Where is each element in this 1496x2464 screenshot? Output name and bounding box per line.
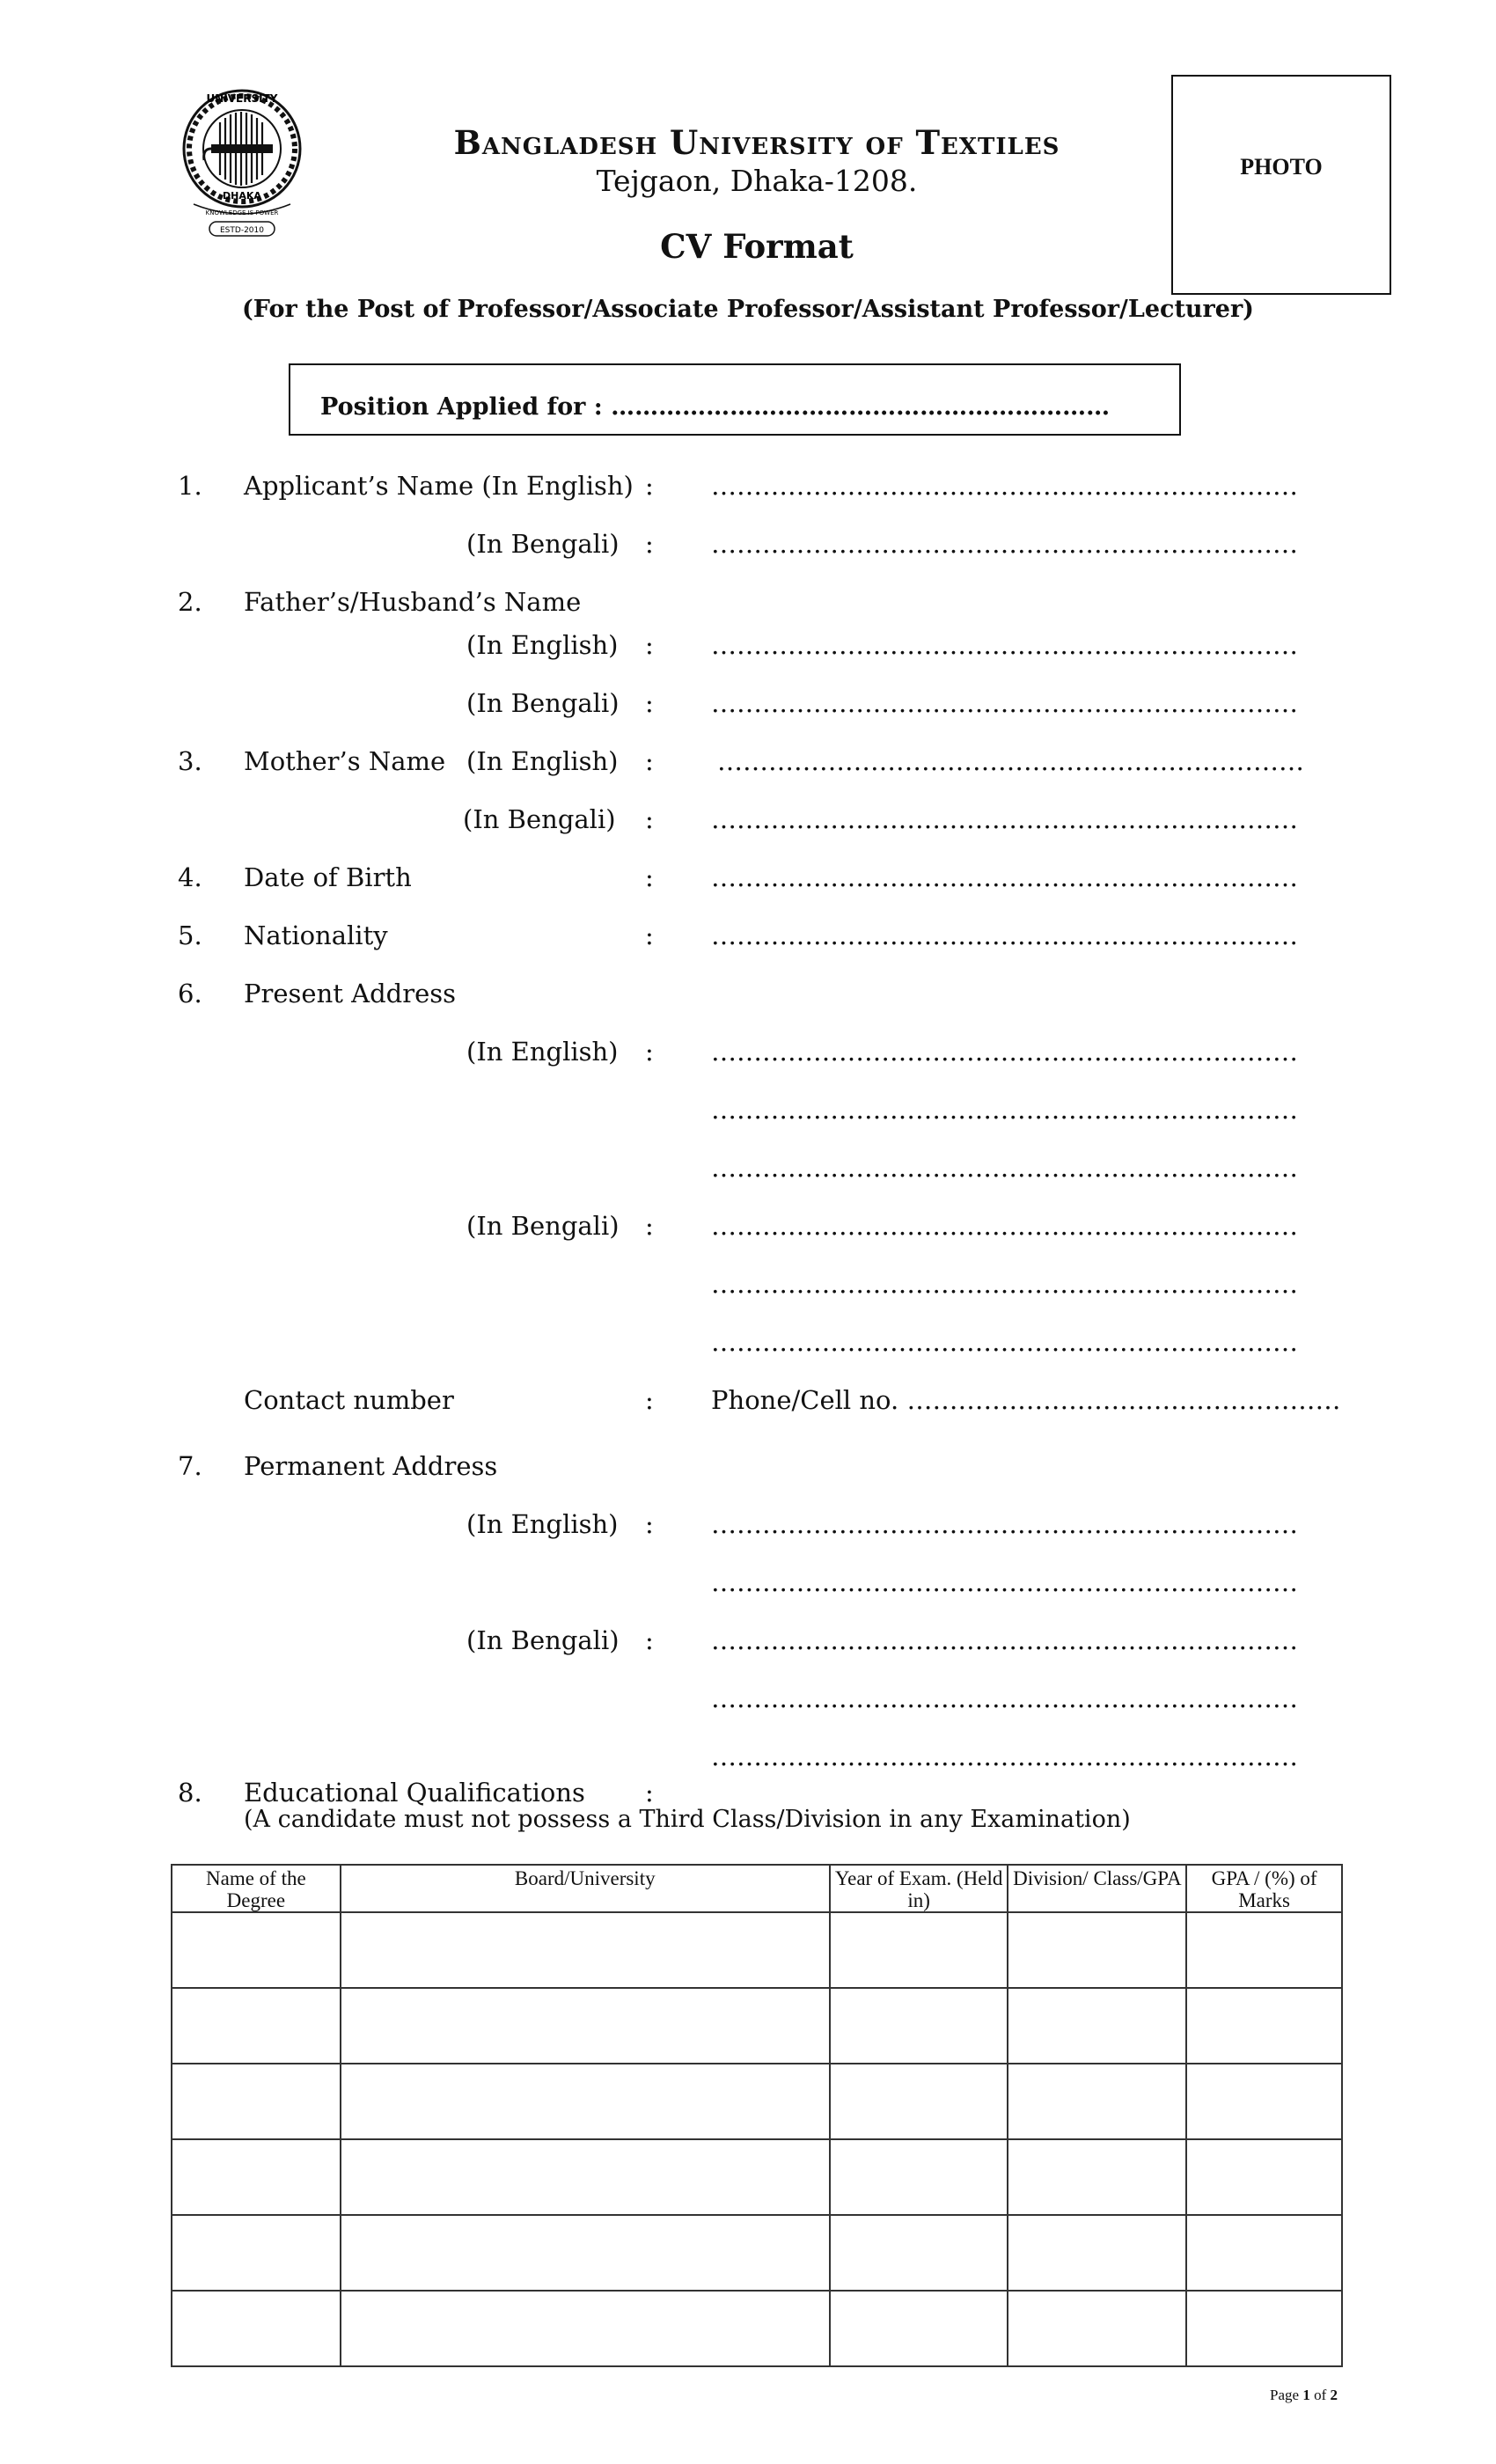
field-colon: : bbox=[645, 746, 654, 776]
field-number: 2. bbox=[178, 587, 202, 617]
table-cell[interactable] bbox=[830, 1912, 1008, 1988]
field-label: Present Address bbox=[244, 979, 456, 1008]
field-sublabel: (In Bengali) bbox=[466, 1625, 620, 1655]
column-header-gpa-marks: GPA / (%) of Marks bbox=[1186, 1865, 1342, 1912]
table-cell[interactable] bbox=[341, 2291, 830, 2366]
field-label: Nationality bbox=[244, 920, 388, 950]
field-sublabel: (In English) bbox=[466, 1509, 619, 1539]
table-cell[interactable] bbox=[341, 1988, 830, 2064]
page-of: of bbox=[1314, 2387, 1327, 2403]
table-cell[interactable] bbox=[1008, 2215, 1186, 2291]
logo-estd: ESTD-2010 bbox=[220, 226, 264, 235]
field-number: 1. bbox=[178, 471, 202, 501]
table-cell[interactable] bbox=[1186, 2291, 1342, 2366]
fill-line[interactable]: …………………………………………………………… bbox=[711, 1153, 1298, 1183]
fill-line[interactable]: …………………………………………………………… bbox=[711, 1037, 1298, 1067]
fill-line[interactable]: …………………………………………………………… bbox=[711, 529, 1298, 559]
field-present-address-bengali-line3[interactable] bbox=[0, 1327, 1496, 1362]
field-number: 6. bbox=[178, 979, 202, 1008]
field-permanent-address-bengali-line2[interactable] bbox=[0, 1683, 1496, 1719]
field-label: Father’s/Husband’s Name bbox=[244, 587, 582, 617]
field-label: Permanent Address bbox=[244, 1451, 498, 1481]
photo-label: PHOTO bbox=[1240, 154, 1323, 180]
field-applicant-name-english[interactable] bbox=[0, 471, 1496, 506]
field-nationality[interactable] bbox=[0, 920, 1496, 956]
field-applicant-name-bengali[interactable] bbox=[0, 529, 1496, 564]
field-colon: : bbox=[645, 471, 654, 501]
table-cell[interactable] bbox=[830, 2139, 1008, 2215]
table-cell[interactable] bbox=[341, 2215, 830, 2291]
table-cell[interactable] bbox=[172, 2215, 341, 2291]
table-cell[interactable] bbox=[341, 1912, 830, 1988]
table-cell[interactable] bbox=[1186, 2064, 1342, 2139]
university-logo bbox=[176, 83, 308, 241]
column-header-degree: Name of the Degree bbox=[172, 1865, 341, 1912]
field-permanent-address-heading bbox=[0, 1451, 1496, 1486]
fill-line[interactable]: …………………………………………………………… bbox=[711, 862, 1298, 892]
fill-line[interactable]: …………………………………………………………… bbox=[711, 1625, 1298, 1655]
table-cell[interactable] bbox=[1008, 1912, 1186, 1988]
table-header-row bbox=[172, 1865, 1342, 1912]
field-label: Educational Qualifications bbox=[244, 1778, 585, 1808]
table-cell[interactable] bbox=[1186, 1912, 1342, 1988]
fill-line[interactable]: …………………………………………………………… bbox=[711, 1211, 1298, 1241]
field-permanent-address-english[interactable] bbox=[0, 1509, 1496, 1544]
field-colon: : bbox=[645, 920, 654, 950]
field-sublabel: (In Bengali) bbox=[466, 529, 620, 559]
field-present-address-english-line3[interactable] bbox=[0, 1153, 1496, 1188]
field-date-of-birth[interactable] bbox=[0, 862, 1496, 898]
field-present-address-english[interactable] bbox=[0, 1037, 1496, 1072]
field-colon: : bbox=[645, 1037, 654, 1067]
field-father-name-bengali[interactable] bbox=[0, 688, 1496, 723]
field-colon: : bbox=[645, 862, 654, 892]
fill-line[interactable]: …………………………………………………………… bbox=[711, 1683, 1298, 1713]
qualification-note: (A candidate must not possess a Third Class/Division in any Examination) bbox=[244, 1806, 1131, 1833]
field-number: 5. bbox=[178, 920, 202, 950]
field-mother-name-english[interactable] bbox=[0, 746, 1496, 781]
fill-line[interactable]: Phone/Cell no. …………………………………………… bbox=[711, 1385, 1341, 1415]
fill-line[interactable]: …………………………………………………………… bbox=[711, 1742, 1298, 1771]
post-description: (For the Post of Professor/Associate Professor/Assistant Professor/Lecturer) bbox=[242, 296, 1254, 323]
photo-box[interactable] bbox=[1171, 75, 1391, 295]
field-colon: : bbox=[645, 630, 654, 660]
fill-line[interactable]: …………………………………………………………… bbox=[711, 1269, 1298, 1299]
table-row bbox=[172, 1988, 1342, 2064]
form-title: CV Format bbox=[660, 227, 854, 266]
table-cell[interactable] bbox=[172, 1988, 341, 2064]
column-header-year-of-exam: Year of Exam. (Held in) bbox=[830, 1865, 1008, 1912]
position-applied-box[interactable] bbox=[289, 363, 1181, 436]
table-cell[interactable] bbox=[830, 2215, 1008, 2291]
page-number bbox=[1232, 2387, 1338, 2404]
logo-text-top: UNIVERSITY bbox=[206, 92, 278, 105]
fill-line[interactable]: …………………………………………………………… bbox=[711, 1567, 1298, 1597]
table-row bbox=[172, 2064, 1342, 2139]
field-colon: : bbox=[645, 1625, 654, 1655]
table-cell[interactable] bbox=[172, 2291, 341, 2366]
field-permanent-address-bengali-line3[interactable] bbox=[0, 1742, 1496, 1777]
table-cell[interactable] bbox=[1186, 2215, 1342, 2291]
field-label: Mother’s Name bbox=[244, 746, 446, 776]
table-cell[interactable] bbox=[1008, 2291, 1186, 2366]
field-label: Applicant’s Name (In English) bbox=[244, 471, 634, 501]
field-present-address-heading bbox=[0, 979, 1496, 1014]
field-colon: : bbox=[645, 529, 654, 559]
table-cell[interactable] bbox=[830, 1988, 1008, 2064]
table-cell[interactable] bbox=[1008, 1988, 1186, 2064]
fill-line[interactable]: …………………………………………………………… bbox=[711, 1095, 1298, 1125]
field-present-address-english-line2[interactable] bbox=[0, 1095, 1496, 1130]
field-sublabel: (In Bengali) bbox=[466, 688, 620, 718]
field-colon: : bbox=[645, 688, 654, 718]
table-cell[interactable] bbox=[1008, 2139, 1186, 2215]
table-row bbox=[172, 2291, 1342, 2366]
field-sublabel: (In Bengali) bbox=[466, 1211, 620, 1241]
fill-line[interactable]: …………………………………………………………… bbox=[711, 630, 1298, 660]
table-cell[interactable] bbox=[1186, 2139, 1342, 2215]
field-number: 3. bbox=[178, 746, 202, 776]
column-header-division-class: Division/ Class/GPA bbox=[1008, 1865, 1186, 1912]
field-present-address-bengali-line2[interactable] bbox=[0, 1269, 1496, 1304]
field-colon: : bbox=[645, 1509, 654, 1539]
fill-line[interactable]: …………………………………………………………… bbox=[711, 804, 1298, 834]
table-cell[interactable] bbox=[172, 2064, 341, 2139]
field-present-address-bengali[interactable] bbox=[0, 1211, 1496, 1246]
field-label: Date of Birth bbox=[244, 862, 412, 892]
table-cell[interactable] bbox=[1008, 2064, 1186, 2139]
field-colon: : bbox=[645, 1211, 654, 1241]
fill-line[interactable]: …………………………………………………………… bbox=[711, 471, 1298, 501]
logo-text-city: DHAKA bbox=[223, 190, 261, 202]
fill-line[interactable]: …………………………………………………………… bbox=[711, 688, 1298, 718]
position-applied-text: Position Applied for : ……………………………………………………… bbox=[320, 393, 1111, 421]
table-cell[interactable] bbox=[341, 2139, 830, 2215]
fill-line[interactable]: …………………………………………………………… bbox=[717, 746, 1304, 776]
field-label: Contact number bbox=[244, 1385, 454, 1415]
table-row bbox=[172, 2215, 1342, 2291]
page-label: Page bbox=[1270, 2387, 1300, 2403]
fill-line[interactable]: …………………………………………………………… bbox=[711, 1509, 1298, 1539]
field-sublabel: (In English) bbox=[466, 746, 619, 776]
field-permanent-address-bengali[interactable] bbox=[0, 1625, 1496, 1661]
university-address: Tejgaon, Dhaka-1208. bbox=[596, 164, 918, 198]
table-cell[interactable] bbox=[341, 2064, 830, 2139]
table-row bbox=[172, 2139, 1342, 2215]
table-cell[interactable] bbox=[172, 1912, 341, 1988]
column-header-board-university: Board/University bbox=[341, 1865, 830, 1912]
table-cell[interactable] bbox=[830, 2291, 1008, 2366]
field-colon: : bbox=[645, 1778, 654, 1808]
field-father-name-english[interactable] bbox=[0, 630, 1496, 665]
university-name: Bangladesh University of Textiles bbox=[453, 123, 1060, 162]
field-sublabel: (In English) bbox=[466, 630, 619, 660]
page-total: 2 bbox=[1330, 2387, 1338, 2403]
field-permanent-address-english-line2[interactable] bbox=[0, 1567, 1496, 1602]
field-colon: : bbox=[645, 804, 654, 834]
field-sublabel: (In English) bbox=[466, 1037, 619, 1067]
field-sublabel: (In Bengali) bbox=[463, 804, 616, 834]
field-number: 8. bbox=[178, 1778, 202, 1808]
table-cell[interactable] bbox=[172, 2139, 341, 2215]
field-mother-name-bengali[interactable] bbox=[0, 804, 1496, 840]
table-cell[interactable] bbox=[1186, 1988, 1342, 2064]
table-cell[interactable] bbox=[830, 2064, 1008, 2139]
fill-line[interactable]: …………………………………………………………… bbox=[711, 1327, 1298, 1357]
field-colon: : bbox=[645, 1385, 654, 1415]
page-current: 1 bbox=[1302, 2387, 1310, 2403]
field-number: 4. bbox=[178, 862, 202, 892]
field-father-name-heading bbox=[0, 587, 1496, 622]
table-row bbox=[172, 1912, 1342, 1988]
field-number: 7. bbox=[178, 1451, 202, 1481]
logo-motto: KNOWLEDGE IS POWER bbox=[205, 209, 279, 216]
field-contact-number[interactable] bbox=[0, 1385, 1496, 1420]
fill-line[interactable]: …………………………………………………………… bbox=[711, 920, 1298, 950]
education-table bbox=[171, 1864, 1343, 2367]
